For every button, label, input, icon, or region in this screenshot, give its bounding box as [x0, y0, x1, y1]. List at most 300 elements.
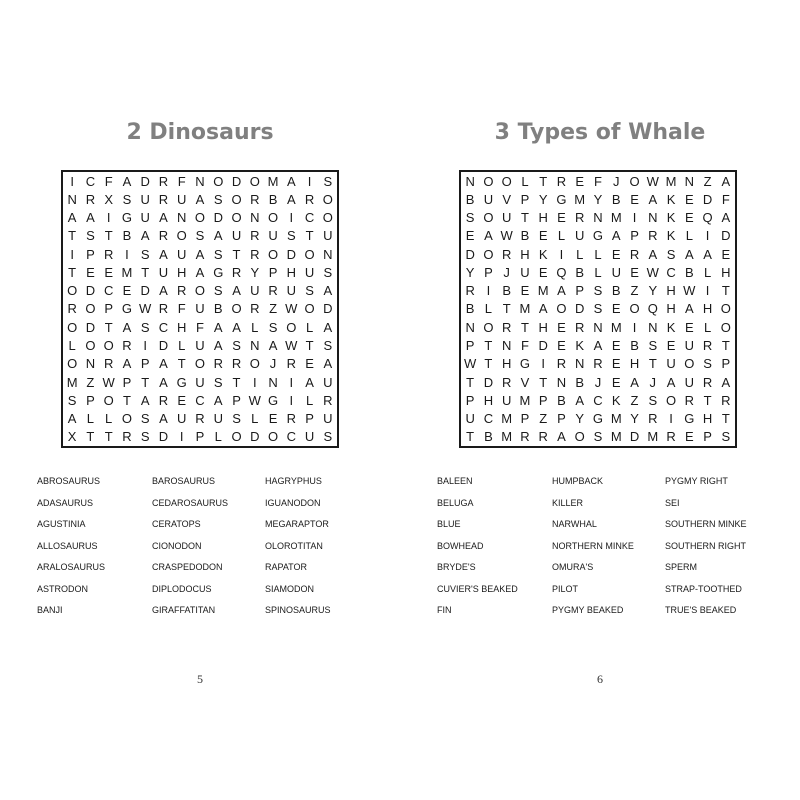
grid-letter: I — [669, 411, 673, 427]
grid-letter: E — [122, 283, 132, 299]
grid-letter: B — [484, 429, 493, 445]
grid-letter: R — [122, 429, 132, 445]
grid-letter: N — [250, 338, 260, 354]
grid-letter: U — [195, 338, 205, 354]
grid-letter: A — [484, 228, 493, 244]
grid-letter: B — [465, 301, 475, 317]
grid-letter: Y — [465, 264, 475, 280]
grid-letter: G — [684, 411, 695, 427]
grid-letter: D — [483, 374, 494, 390]
grid-letter: E — [684, 319, 694, 335]
grid-letter: O — [67, 356, 78, 372]
word-list-item: AGUSTINIA — [37, 519, 86, 529]
grid-letter: N — [575, 356, 585, 372]
grid-letter: L — [685, 228, 693, 244]
grid-letter: M — [610, 429, 622, 445]
grid-letter: O — [574, 429, 585, 445]
grid-letter: U — [213, 411, 223, 427]
grid-letter: P — [140, 356, 150, 372]
grid-letter: A — [557, 429, 566, 445]
grid-letter: O — [85, 338, 96, 354]
grid-letter: H — [177, 319, 187, 335]
grid-letter: F — [104, 173, 113, 189]
word-list-item: OMURA'S — [552, 562, 594, 572]
grid-letter: P — [538, 392, 548, 408]
grid-letter: A — [232, 319, 241, 335]
grid-letter: D — [286, 246, 297, 262]
grid-letter: A — [611, 228, 621, 244]
grid-letter: A — [67, 411, 77, 427]
grid-letter: S — [286, 228, 296, 244]
grid-letter: D — [323, 301, 333, 317]
grid-letter: N — [593, 210, 603, 226]
grid-letter: I — [143, 338, 147, 354]
grid-letter: T — [104, 319, 113, 335]
word-list-item: FIN — [437, 605, 452, 615]
grid-letter: U — [501, 210, 512, 226]
grid-letter: D — [702, 191, 713, 207]
grid-letter: D — [85, 283, 96, 299]
grid-letter: B — [575, 374, 585, 390]
grid-letter: P — [86, 392, 95, 408]
grid-letter: E — [520, 283, 530, 299]
grid-letter: A — [557, 283, 566, 299]
grid-letter: A — [159, 210, 168, 226]
grid-letter: D — [575, 301, 585, 317]
grid-letter: C — [304, 210, 315, 226]
grid-letter: A — [721, 210, 731, 226]
grid-letter: R — [702, 374, 713, 390]
grid-letter: R — [702, 338, 713, 354]
grid-letter: U — [575, 228, 585, 244]
grid-letter: R — [250, 246, 260, 262]
grid-letter: F — [594, 173, 602, 189]
grid-letter: E — [611, 246, 621, 262]
word-list-item: HAGRYPHUS — [265, 476, 322, 486]
grid-letter: S — [140, 429, 150, 445]
grid-letter: A — [159, 356, 168, 372]
grid-letter: R — [177, 283, 187, 299]
grid-letter: A — [159, 283, 168, 299]
grid-letter: O — [304, 301, 315, 317]
grid-letter: I — [559, 246, 564, 262]
grid-letter: T — [122, 392, 131, 408]
grid-letter: A — [684, 301, 694, 317]
grid-letter: S — [721, 429, 731, 445]
grid-letter: N — [67, 191, 77, 207]
grid-letter: I — [307, 173, 312, 189]
grid-letter: A — [666, 374, 676, 390]
grid-letter: R — [67, 301, 77, 317]
grid-letter: N — [465, 319, 475, 335]
grid-letter: S — [703, 356, 712, 372]
grid-letter: Z — [630, 283, 639, 299]
grid-letter: S — [323, 338, 333, 354]
grid-letter: A — [122, 173, 132, 189]
grid-letter: E — [630, 191, 639, 207]
grid-letter: T — [721, 283, 730, 299]
grid-letter: S — [323, 173, 333, 189]
grid-letter: K — [575, 338, 585, 354]
grid-letter: A — [593, 338, 603, 354]
grid-letter: L — [484, 301, 493, 317]
grid-letter: P — [268, 264, 278, 280]
grid-letter: P — [465, 338, 475, 354]
grid-letter: N — [684, 173, 695, 189]
grid-letter: I — [70, 173, 74, 189]
grid-letter: O — [483, 246, 494, 262]
grid-letter: O — [67, 283, 78, 299]
grid-letter: H — [538, 210, 548, 226]
grid-letter: P — [520, 411, 530, 427]
grid-letter: A — [305, 374, 314, 390]
grid-letter: P — [305, 411, 314, 427]
grid-letter: R — [103, 356, 114, 372]
grid-letter: R — [231, 264, 242, 280]
grid-letter: R — [684, 392, 695, 408]
word-list-item: BELUGA — [437, 497, 474, 508]
grid-letter: I — [632, 319, 637, 335]
grid-letter: E — [684, 210, 694, 226]
grid-letter: Y — [250, 264, 260, 280]
grid-letter: Y — [593, 191, 603, 207]
word-list-item: NORTHERN MINKE — [552, 540, 634, 551]
word-list-item: BALEEN — [437, 476, 473, 486]
grid-letter: C — [103, 283, 114, 299]
grid-letter: U — [250, 283, 260, 299]
grid-letter: T — [141, 374, 150, 390]
word-list-item: KILLER — [552, 497, 584, 508]
grid-letter: U — [268, 228, 278, 244]
grid-letter: R — [213, 356, 223, 372]
grid-letter: T — [502, 301, 511, 317]
grid-letter: A — [195, 246, 205, 262]
grid-letter: R — [85, 191, 96, 207]
grid-letter: T — [232, 374, 241, 390]
grid-letter: T — [721, 411, 730, 427]
grid-letter: I — [289, 392, 294, 408]
grid-letter: A — [122, 319, 132, 335]
grid-letter: L — [305, 319, 314, 335]
grid-letter: L — [214, 429, 222, 445]
grid-letter: L — [594, 246, 602, 262]
grid-letter: E — [721, 246, 731, 262]
grid-letter: E — [557, 319, 566, 335]
grid-letter: R — [556, 356, 567, 372]
grid-letter: R — [304, 191, 315, 207]
grid-letter: S — [648, 338, 658, 354]
word-list-item: MEGARAPTOR — [265, 519, 329, 529]
grid-letter: S — [213, 374, 223, 390]
grid-letter: I — [632, 210, 637, 226]
grid-letter: H — [629, 356, 640, 372]
word-list-item: SIAMODON — [265, 583, 315, 594]
grid-letter: U — [501, 392, 512, 408]
grid-letter: S — [465, 210, 475, 226]
grid-letter: I — [179, 429, 184, 445]
grid-letter: M — [610, 319, 622, 335]
word-list-item: ARALOSAURUS — [37, 562, 106, 572]
grid-letter: E — [630, 264, 639, 280]
grid-letter: I — [541, 356, 545, 372]
grid-letter: N — [250, 210, 260, 226]
puzzle-title-dinosaurs: 2 Dinosaurs — [126, 120, 274, 145]
grid-letter: R — [666, 429, 676, 445]
grid-letter: N — [648, 319, 658, 335]
grid-letter: A — [721, 374, 731, 390]
word-list-item: RAPATOR — [265, 562, 308, 572]
grid-letter: Y — [630, 411, 639, 427]
word-list-item: SPERM — [665, 562, 698, 572]
grid-letter: E — [684, 429, 694, 445]
grid-letter: P — [557, 411, 566, 427]
puzzle-title-whales: 3 Types of Whale — [494, 120, 706, 145]
grid-letter: M — [610, 411, 622, 427]
grid-letter: O — [720, 301, 731, 317]
grid-letter: A — [140, 228, 150, 244]
grid-letter: A — [159, 246, 168, 262]
grid-letter: B — [465, 191, 475, 207]
grid-letter: T — [539, 374, 548, 390]
grid-letter: U — [520, 264, 530, 280]
grid-letter: U — [231, 228, 242, 244]
word-list-item: STRAP-TOOTHED — [665, 583, 742, 594]
grid-letter: U — [666, 356, 676, 372]
grid-letter: M — [519, 301, 531, 317]
grid-letter: O — [231, 429, 242, 445]
grid-letter: W — [646, 264, 659, 280]
grid-letter: U — [611, 264, 621, 280]
grid-letter: U — [195, 374, 205, 390]
grid-letter: C — [158, 319, 169, 335]
grid-letter: O — [556, 301, 567, 317]
grid-letter: R — [286, 411, 297, 427]
grid-letter: A — [86, 210, 95, 226]
grid-letter: A — [213, 228, 223, 244]
grid-letter: R — [122, 338, 132, 354]
grid-letter: T — [86, 429, 95, 445]
grid-letter: O — [322, 191, 333, 207]
grid-letter: G — [213, 264, 224, 280]
grid-letter: U — [195, 301, 205, 317]
grid-letter: X — [104, 191, 113, 207]
grid-letter: U — [158, 264, 169, 280]
word-list-item: OLOROTITAN — [265, 540, 323, 551]
word-list-item: PYGMY RIGHT — [665, 476, 728, 486]
grid-letter: R — [575, 210, 585, 226]
grid-letter: O — [176, 228, 187, 244]
word-list-item: BANJI — [37, 605, 63, 615]
grid-letter: O — [483, 210, 494, 226]
grid-letter: O — [231, 210, 242, 226]
grid-letter: P — [575, 283, 585, 299]
grid-letter: A — [195, 191, 205, 207]
grid-letter: O — [249, 356, 260, 372]
grid-letter: N — [323, 246, 333, 262]
grid-letter: T — [68, 264, 77, 280]
grid-letter: A — [268, 338, 278, 354]
grid-letter: J — [613, 173, 620, 189]
grid-letter: R — [158, 228, 169, 244]
letter-grid-whales — [459, 170, 737, 448]
grid-letter: S — [195, 228, 205, 244]
grid-letter: J — [594, 374, 602, 390]
grid-letter: S — [140, 411, 150, 427]
grid-letter: H — [666, 301, 676, 317]
grid-letter: P — [721, 356, 731, 372]
grid-letter: O — [665, 392, 677, 408]
word-list-item: CIONODON — [152, 540, 202, 551]
grid-letter: B — [630, 338, 639, 354]
grid-letter: A — [195, 264, 205, 280]
grid-letter: T — [484, 338, 493, 354]
grid-letter: E — [611, 374, 621, 390]
word-list-item: PILOT — [552, 583, 579, 594]
grid-letter: R — [501, 246, 512, 262]
grid-letter: D — [250, 429, 260, 445]
grid-letter: A — [159, 411, 168, 427]
grid-letter: N — [501, 338, 512, 354]
word-list-item: CERATOPS — [152, 519, 201, 529]
grid-letter: U — [323, 228, 333, 244]
grid-letter: Q — [702, 210, 713, 226]
grid-letter: C — [483, 411, 494, 427]
grid-letter: R — [593, 356, 603, 372]
word-list-item: SEI — [665, 497, 680, 508]
grid-letter: H — [702, 411, 713, 427]
grid-letter: W — [285, 301, 298, 317]
grid-letter: A — [323, 356, 333, 372]
grid-letter: S — [140, 319, 150, 335]
grid-letter: U — [177, 246, 187, 262]
grid-letter: R — [250, 228, 260, 244]
grid-letter: S — [232, 411, 241, 427]
grid-letter: I — [486, 283, 491, 299]
grid-letter: B — [213, 301, 223, 317]
grid-letter: R — [648, 228, 658, 244]
grid-letter: Z — [86, 374, 95, 390]
grid-letter: Z — [703, 173, 712, 189]
grid-letter: A — [323, 319, 333, 335]
grid-letter: D — [538, 338, 548, 354]
grid-letter: A — [648, 191, 658, 207]
grid-letter: O — [483, 319, 494, 335]
grid-letter: I — [289, 210, 294, 226]
grid-letter: E — [86, 264, 95, 280]
grid-letter: P — [86, 246, 95, 262]
grid-letter: P — [630, 228, 639, 244]
grid-letter: W — [500, 228, 513, 244]
grid-letter: M — [267, 173, 279, 189]
grid-letter: T — [104, 429, 113, 445]
grid-letter: O — [194, 210, 206, 226]
grid-letter: X — [67, 429, 77, 445]
grid-letter: U — [140, 210, 150, 226]
grid-letter: O — [304, 246, 315, 262]
word-list-item: ADASAURUS — [37, 497, 94, 508]
grid-letter: M — [574, 191, 586, 207]
grid-letter: I — [252, 374, 257, 390]
grid-letter: G — [267, 392, 279, 408]
grid-letter: E — [684, 191, 694, 207]
grid-letter: E — [538, 228, 548, 244]
grid-letter: S — [213, 246, 223, 262]
word-list-item: BRYDE'S — [437, 562, 476, 572]
grid-letter: S — [305, 283, 314, 299]
grid-letter: K — [538, 246, 548, 262]
grid-letter: P — [104, 301, 113, 317]
grid-letter: P — [520, 191, 530, 207]
grid-letter: O — [194, 283, 206, 299]
word-list-item: CUVIER'S BEAKED — [437, 583, 518, 594]
grid-letter: W — [102, 374, 115, 390]
grid-letter: S — [593, 301, 603, 317]
grid-letter: P — [703, 429, 712, 445]
grid-letter: R — [250, 191, 260, 207]
grid-letter: U — [286, 283, 297, 299]
grid-letter: L — [521, 173, 529, 189]
grid-letter: M — [501, 411, 513, 427]
grid-letter: S — [213, 283, 223, 299]
grid-letter: S — [593, 283, 603, 299]
grid-letter: Z — [630, 392, 639, 408]
grid-letter: U — [304, 264, 315, 280]
grid-letter: T — [104, 228, 113, 244]
grid-letter: S — [666, 246, 676, 262]
grid-letter: I — [125, 246, 129, 262]
grid-letter: F — [196, 319, 204, 335]
grid-letter: T — [466, 429, 475, 445]
grid-letter: U — [323, 411, 333, 427]
grid-letter: O — [501, 173, 512, 189]
grid-letter: T — [520, 210, 529, 226]
grid-letter: O — [267, 210, 279, 226]
word-list-item: HUMPBACK — [552, 476, 604, 486]
grid-letter: T — [305, 228, 314, 244]
grid-letter: P — [195, 429, 205, 445]
word-list-item: CRASPEDODON — [152, 562, 223, 572]
grid-letter: I — [705, 228, 710, 244]
grid-letter: A — [213, 392, 223, 408]
grid-letter: T — [232, 246, 241, 262]
grid-letter: A — [122, 356, 132, 372]
grid-letter: K — [611, 392, 621, 408]
grid-letter: I — [705, 283, 710, 299]
grid-letter: C — [666, 264, 676, 280]
grid-letter: A — [213, 338, 223, 354]
grid-letter: O — [121, 411, 132, 427]
grid-letter: B — [268, 191, 278, 207]
grid-letter: H — [286, 264, 297, 280]
grid-letter: D — [213, 210, 223, 226]
grid-letter: K — [666, 228, 676, 244]
grid-letter: T — [539, 173, 548, 189]
page-number: 6 — [597, 672, 603, 686]
grid-letter: W — [248, 392, 261, 408]
grid-letter: N — [268, 374, 278, 390]
grid-letter: G — [556, 191, 567, 207]
grid-letter: O — [103, 392, 114, 408]
grid-letter: S — [67, 392, 77, 408]
grid-letter: M — [501, 429, 513, 445]
grid-letter: R — [158, 191, 169, 207]
grid-letter: L — [86, 411, 95, 427]
grid-letter: O — [267, 246, 279, 262]
grid-letter: O — [213, 173, 224, 189]
grid-letter: Y — [575, 411, 585, 427]
grid-letter: S — [648, 392, 658, 408]
grid-letter: D — [231, 173, 242, 189]
